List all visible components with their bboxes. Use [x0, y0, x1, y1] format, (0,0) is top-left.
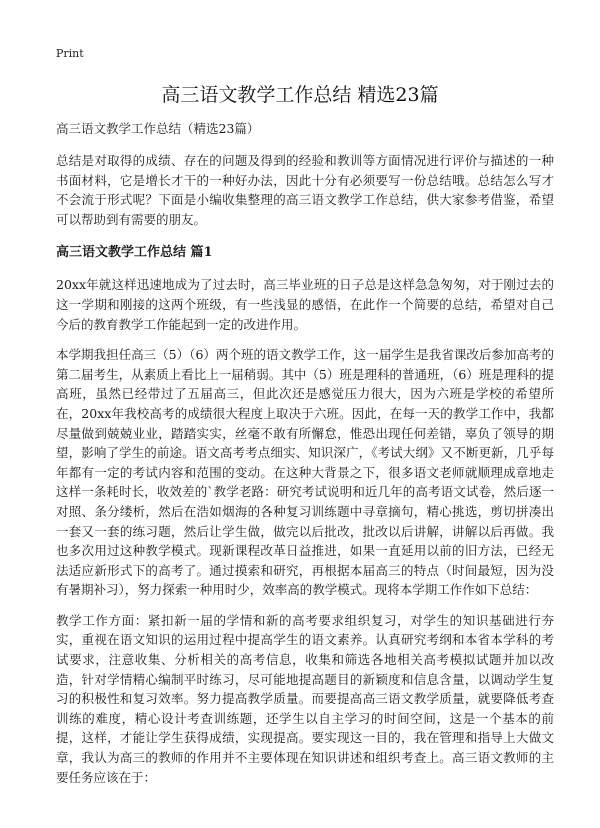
print-link[interactable]: Print: [56, 47, 84, 60]
body-paragraph-2: 本学期我担任高三（5）（6）两个班的语文教学工作，这一届学生是我省课改后参加高考的第二届考生，从素质上看比上一届稍弱。其中（5）班是理科的普通班，（6）班是理科的提高班，虽然已经带过了五届高三，但此次还是感觉压力很大，因为六班是学校的希望所在，20xx年我校高考的成绩很大程度上取决于六班。因此，在每一天的教学工作中，我都尽量做到兢兢业业，踏踏实实，丝毫不敢有所懈怠，惟恐出现任何差错，辜负了领导的期望，影响了学生的前途。语文高考考点细实、知识深广，《考试大纲》又不断更新，几乎每年都有一定的考试内容和范围的变动。在这种大背景之下，很多语文老师就顺理成章地走这样一条耗时长，收效差的`教学老路：研究考试说明和近几年的高考语文试卷，然后逐一对照、条分缕析，然后在浩如烟海的各种复习训练题中寻章摘句，精心挑选，剪切拼凑出一套又一套的练习题，然后让学生做，做完以后批改，批改以后讲解，讲解以后再做。我也多次用过这种教学模式。现新课程改革日益推进，如果一直延用以前的旧方法，已经无法适应新形式下的高考了。通过摸索和研究，再根据本届高三的特点（时间最短，因为没有暑期补习），努力探索一种用时少，效率高的教学模式。现将本学期工作作如下总结：: [56, 347, 554, 598]
section-heading: 高三语文教学工作总结 篇1: [56, 245, 213, 261]
document-title: 高三语文教学工作总结 精选23篇: [161, 84, 439, 106]
body-paragraph-3: 教学工作方面：紧扣新一届的学情和新的高考要求组织复习，对学生的知识基础进行夯实，重视在语文知识的运用过程中提高学生的语文素养。认真研究考纲和本省本学科的考试要求，注意收集、分析相关的高考信息，收集和筛选各地相关高考模拟试题并加以改造，针对学情精心编制平时练习，尽可能地提高题目的新颖度和信息含量，以调动学生复习的积极性和复习效率。努力提高教学质量。而要提高高三语文教学质量，就要降低考查训练的难度，精心设计考查训练题，还学生以自主学习的时间空间，这是一个基本的前提，这样，才能让学生获得成绩，实现提高。要实现这一目的，我在管理和指导上大做文章，我认为高三的教师的作用并不主要体现在知识讲述和组织考查上。高三语文教师的主要任务应该在于：: [56, 612, 554, 785]
body-paragraph-1: 20xx年就这样迅速地成为了过去时，高三毕业班的日子总是这样急急匆匆，对于刚过去的这一学期和刚接的这两个班级，有一些浅显的感悟，在此作一个简要的总结，希望对自己今后的教育教学工作能起到一定的改进作用。: [56, 277, 554, 332]
document-subtitle: 高三语文教学工作总结（精选23篇）: [56, 121, 260, 136]
intro-paragraph: 总结是对取得的成绩、存在的问题及得到的经验和教训等方面情况进行评价与描述的一种书面材料，它是增长才干的一种好办法，因此十分有必须要写一份总结哦。总结怎么写才不会流于形式呢？下面是小编收集整理的高三语文教学工作总结，供大家参考借鉴，希望可以帮助到有需要的朋友。: [56, 153, 554, 227]
document-body: [56, 119, 554, 798]
